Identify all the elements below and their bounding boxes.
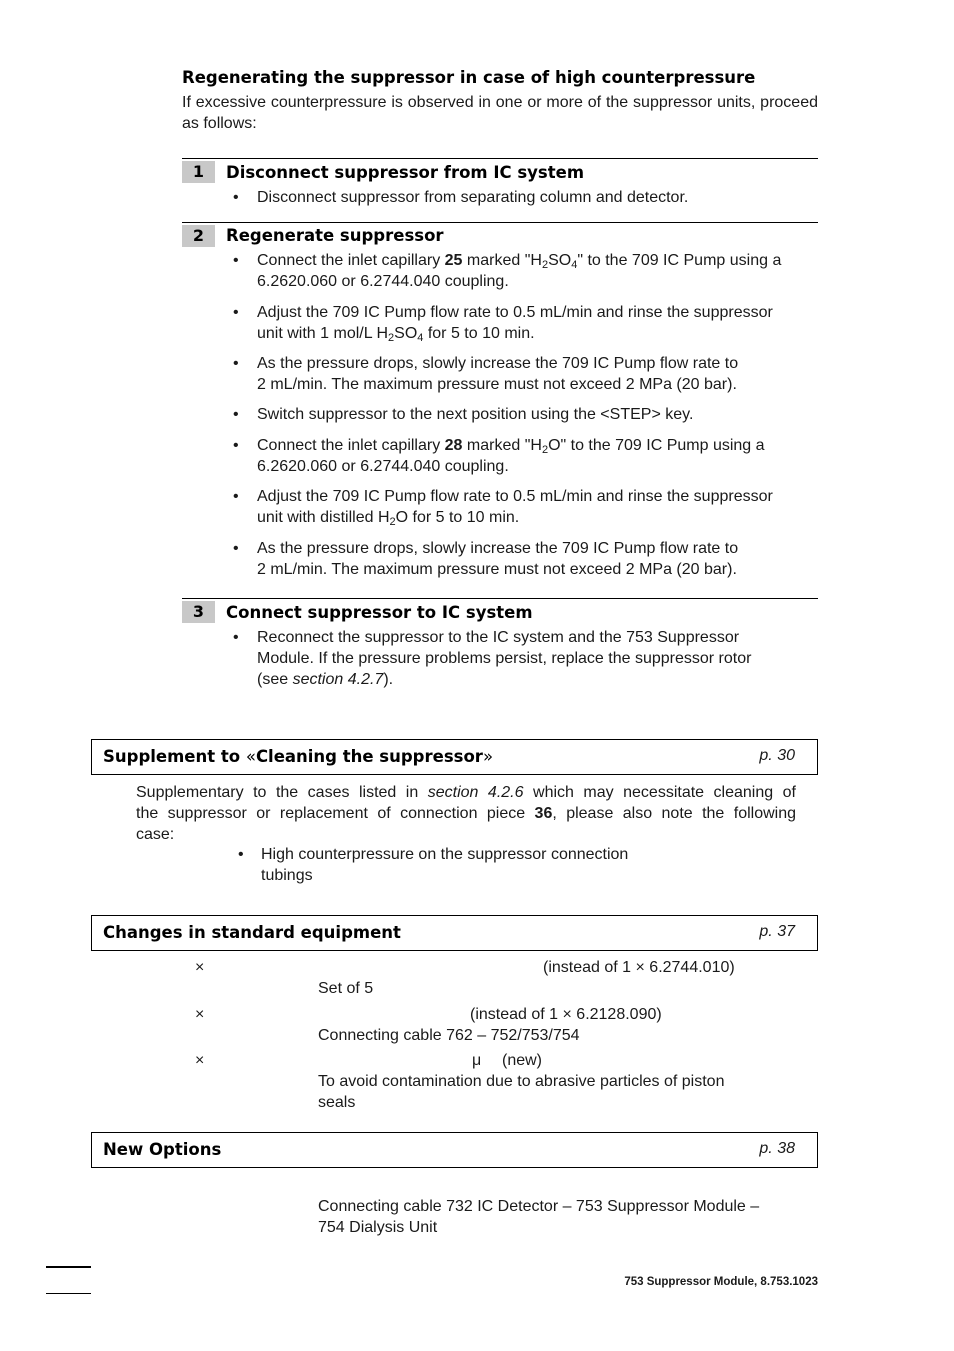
times-symbol: × <box>195 1052 205 1069</box>
options-title: New Options <box>103 1140 222 1159</box>
change-description: Set of 5 <box>318 980 374 997</box>
footer-text: 753 Suppressor Module, 8.753.1023 <box>624 1276 818 1288</box>
bullet-icon: • <box>233 355 239 372</box>
intro-paragraph: If excessive counterpressure is observed in one or more of the suppressor units, proceed as follows: <box>182 94 818 132</box>
supplement-title: Supplement to «Cleaning the suppressor» <box>103 747 494 766</box>
footer-rule <box>46 1266 91 1268</box>
change-description: Connecting cable 762 – 752/753/754 <box>318 1027 580 1044</box>
times-symbol: × <box>195 1006 205 1023</box>
changes-header-box <box>91 915 818 951</box>
list-item: High counterpressure on the suppressor connection tubings <box>261 846 629 884</box>
step-title: Regenerate suppressor <box>226 226 444 245</box>
options-header-box <box>91 1132 818 1168</box>
bullet-icon: • <box>233 406 239 423</box>
page-reference: p. 38 <box>759 1140 795 1157</box>
changes-title: Changes in standard equipment <box>103 923 401 942</box>
times-symbol: × <box>195 959 205 976</box>
bullet-icon: • <box>233 540 239 557</box>
list-item: Adjust the 709 IC Pump flow rate to 0.5 mL/min and rinse the suppressor unit with 1 mol/L $H_2SO_4$ for 5 to 10 min. <box>257 304 773 344</box>
page-reference: p. 30 <box>759 747 795 764</box>
bullet-icon: • <box>233 304 239 321</box>
bullet-icon: • <box>233 437 239 454</box>
bullet-icon: • <box>233 629 239 646</box>
step-divider <box>182 222 818 223</box>
list-item: Connect the inlet capillary 28 marked "$H_2O$" to the 709 IC Pump using a 6.2620.060 or 6.2744.040 coupling. <box>257 437 765 475</box>
micro-symbol: μ <box>472 1052 482 1069</box>
list-item: As the pressure drops, slowly increase the 709 IC Pump flow rate to 2 mL/min. The maximum pressure must not exceed 2 MPa (20 bar). <box>257 355 739 393</box>
list-item: Disconnect suppressor from separating column and detector. <box>257 189 689 206</box>
bullet-icon: • <box>233 252 239 269</box>
change-note: (instead of 1 × 6.2744.010) <box>543 959 735 976</box>
step-number: 1 <box>182 161 215 183</box>
page-reference: p. 37 <box>759 923 795 940</box>
step-divider <box>182 158 818 159</box>
supplement-paragraph: Supplementary to the cases listed in section 4.2.6 which may necessitate cleaning of the suppressor or replacement of connection piece 36, please also note the following case: <box>136 784 796 843</box>
option-description: Connecting cable 732 IC Detector – 753 Suppressor Module – 754 Dialysis Unit <box>318 1198 760 1236</box>
bullet-icon: • <box>233 189 239 206</box>
step-number: 3 <box>182 601 215 623</box>
bullet-icon: • <box>233 488 239 505</box>
step-number: 2 <box>182 225 215 247</box>
list-item: Connect the inlet capillary 25 marked "$H_2SO_4$" to the 709 IC Pump using a 6.2620.060 or 6.2744.040 coupling. <box>257 252 782 290</box>
section-heading: Regenerating the suppressor in case of high counterpressure <box>182 68 756 87</box>
bullet-icon: • <box>238 846 244 863</box>
list-item: Reconnect the suppressor to the IC system and the 753 Suppressor Module. If the pressure problems persist, replace the suppressor rotor (see section 4.2.7). <box>257 629 752 688</box>
change-description: To avoid contamination due to abrasive particles of piston seals <box>318 1073 725 1111</box>
step-title: Disconnect suppressor from IC system <box>226 163 585 182</box>
step-title: Connect suppressor to IC system <box>226 603 533 622</box>
list-item: Switch suppressor to the next position using the <STEP> key. <box>257 406 694 423</box>
list-item: Adjust the 709 IC Pump flow rate to 0.5 mL/min and rinse the suppressor unit with distilled $H_2O$ for 5 to 10 min. <box>257 488 773 528</box>
change-note: (instead of 1 × 6.2128.090) <box>470 1006 662 1023</box>
change-note: (new) <box>502 1052 543 1069</box>
step-divider <box>182 598 818 599</box>
list-item: As the pressure drops, slowly increase the 709 IC Pump flow rate to 2 mL/min. The maximum pressure must not exceed 2 MPa (20 bar). <box>257 540 739 578</box>
supplement-header-box <box>91 739 818 775</box>
footer-rule <box>46 1293 91 1294</box>
